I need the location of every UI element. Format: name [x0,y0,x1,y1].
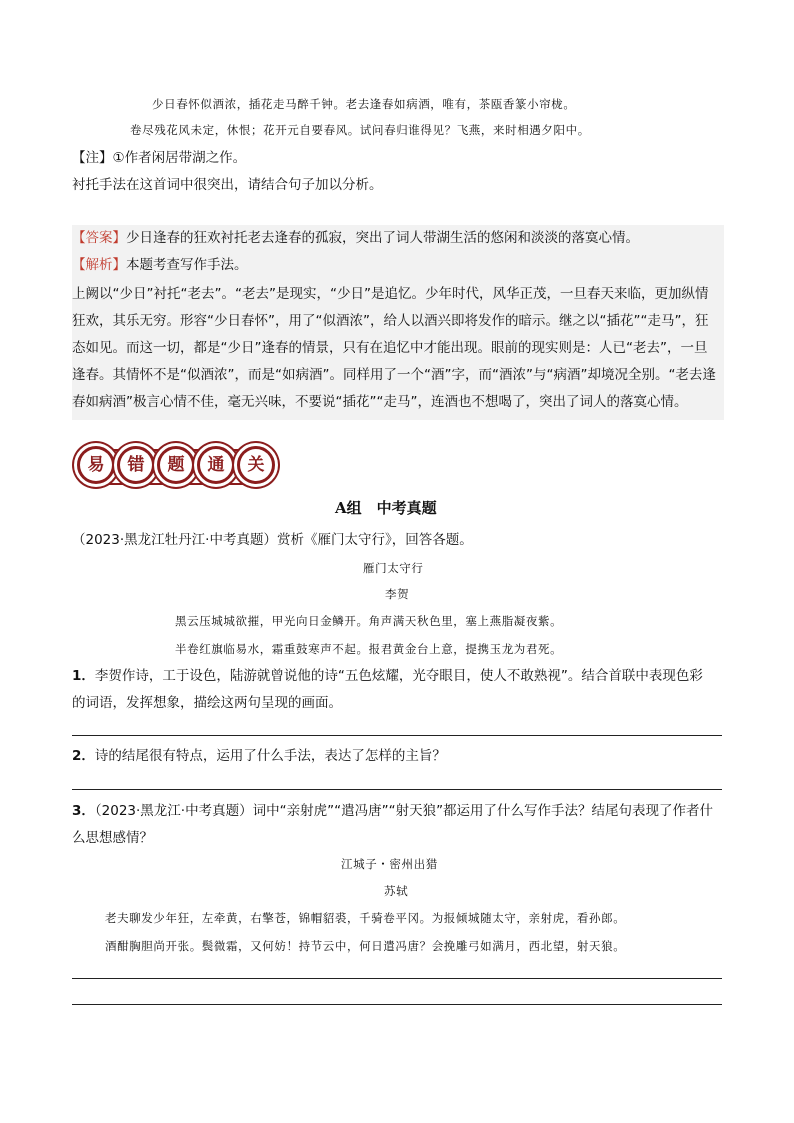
question-2-text: 诗的结尾很有特点，运用了什么手法，表达了怎样的主旨？ [94,748,446,764]
poem3-line2: 酒酣胸胆尚开张。鬓微霜，又何妨！持节云中，何日遣冯唐？会挽雕弓如满月，西北望，射天狼。 [105,939,626,953]
analysis-paragraph-line: 狂欢，其乐无穷。形容“少日春怀”，用了“似酒浓”，给人以酒兴即将发作的暗示。继之以“插花”“走马”，狂 [72,313,709,329]
question-3-line2: 么思想感情？ [72,830,153,846]
answer-analysis-block [72,225,724,420]
analysis-paragraph-line: 春如病酒”极言心情不佳，毫无兴味，不要说“插花”“走马”，连酒也不想喝了，突出了词人的落寞心情。 [72,394,688,410]
badge-char-circle [194,443,238,487]
question-1-number: 1． [72,668,95,684]
answer-line-rule [72,735,722,736]
question-1-line1 [72,663,703,690]
poem3-author: 苏轼 [384,884,409,898]
question-2 [72,743,446,770]
analysis-paragraph-line: 逢春。其情怀不是“似酒浓”，而是“如病酒”。同样用了一个“酒”字，而“酒浓”与“病酒”却境况全别。“老去逢 [72,367,716,383]
section-title: A组 中考真题 [335,499,437,517]
badge-char-circle [114,443,158,487]
badge-char: 关 [240,449,272,481]
question: 衬托手法在这首词中很突出，请结合句子加以分析。 [72,177,383,193]
poem1-line2: 卷尽残花风未定，休恨；花开元自要春风。试问春归谁得见？飞燕，来时相遇夕阳中。 [130,123,590,137]
poem2-line1: 黑云压城城欲摧，甲光向日金鳞开。角声满天秋色里，塞上燕脂凝夜紫。 [175,614,563,628]
question-1-text: 李贺作诗，工于设色，陆游就曾说他的诗“五色炫耀，光夺眼目，使人不敢熟视”。结合首联中表现色彩 [94,668,703,684]
answer-text: 少日逢春的狂欢衬托老去逢春的孤寂，突出了词人带湖生活的悠闲和淡淡的落寞心情。 [126,230,639,246]
badge-char-circle [234,443,278,487]
question-3-line1 [72,798,713,825]
poem2-line2: 半卷红旗临易水，霜重鼓寒声不起。报君黄金台上意，提携玉龙为君死。 [175,642,563,656]
analysis-intro: 本题考查写作手法。 [126,257,248,273]
answer-line-rule [72,789,722,790]
poem3-line1: 老夫聊发少年狂，左牵黄，右擎苍，锦帽貂裘，千骑卷平冈。为报倾城随太守，亲射虎，看孙郎。 [105,911,626,925]
poem1-line1: 少日春怀似酒浓，插花走马醉千钟。老去逢春如病酒，唯有，茶瓯香篆小帘栊。 [152,97,576,111]
note: 【注】①作者闲居带湖之作。 [72,150,247,166]
answer-label: 【答案】 [72,230,126,246]
badge-char: 错 [120,449,152,481]
question-3-number: 3． [72,803,95,819]
analysis-label: 【解析】 [72,257,126,273]
analysis-paragraph-line: 态如见。而这一切，都是“少日”逢春的情景，只有在追忆中才能出现。眼前的现实则是：人已“老去”，一旦 [72,340,708,356]
answer-line-rule [72,1004,722,1005]
poem2-author: 李贺 [385,587,410,601]
analysis-line [72,252,248,279]
badge-char: 易 [80,449,112,481]
poem3-title: 江城子・密州出猎 [341,857,438,871]
badge-char: 题 [160,449,192,481]
badge-char-circle [154,443,198,487]
analysis-paragraph-line: 上阙以“少日”衬托“老去”。“老去”是现实，“少日”是追忆。少年时代，风华正茂，一旦春天来临，更加纵情 [72,286,709,302]
question-2-number: 2． [72,748,95,764]
section-badge [72,443,278,491]
badge-char: 通 [200,449,232,481]
answer-line-rule [72,978,722,979]
question-3-text: （2023·黑龙江·中考真题）词中“亲射虎”“遣冯唐”“射天狼”都运用了什么写作手法？结尾句表现了作者什 [94,803,714,819]
poem2-title: 雁门太守行 [363,561,424,575]
question-1-line2: 的词语，发挥想象，描绘这两句呈现的画面。 [72,695,342,711]
answer-line [72,225,639,252]
badge-char-circle [74,443,118,487]
group1-source: （2023·黑龙江牡丹江·中考真题）赏析《雁门太守行》，回答各题。 [72,532,473,548]
